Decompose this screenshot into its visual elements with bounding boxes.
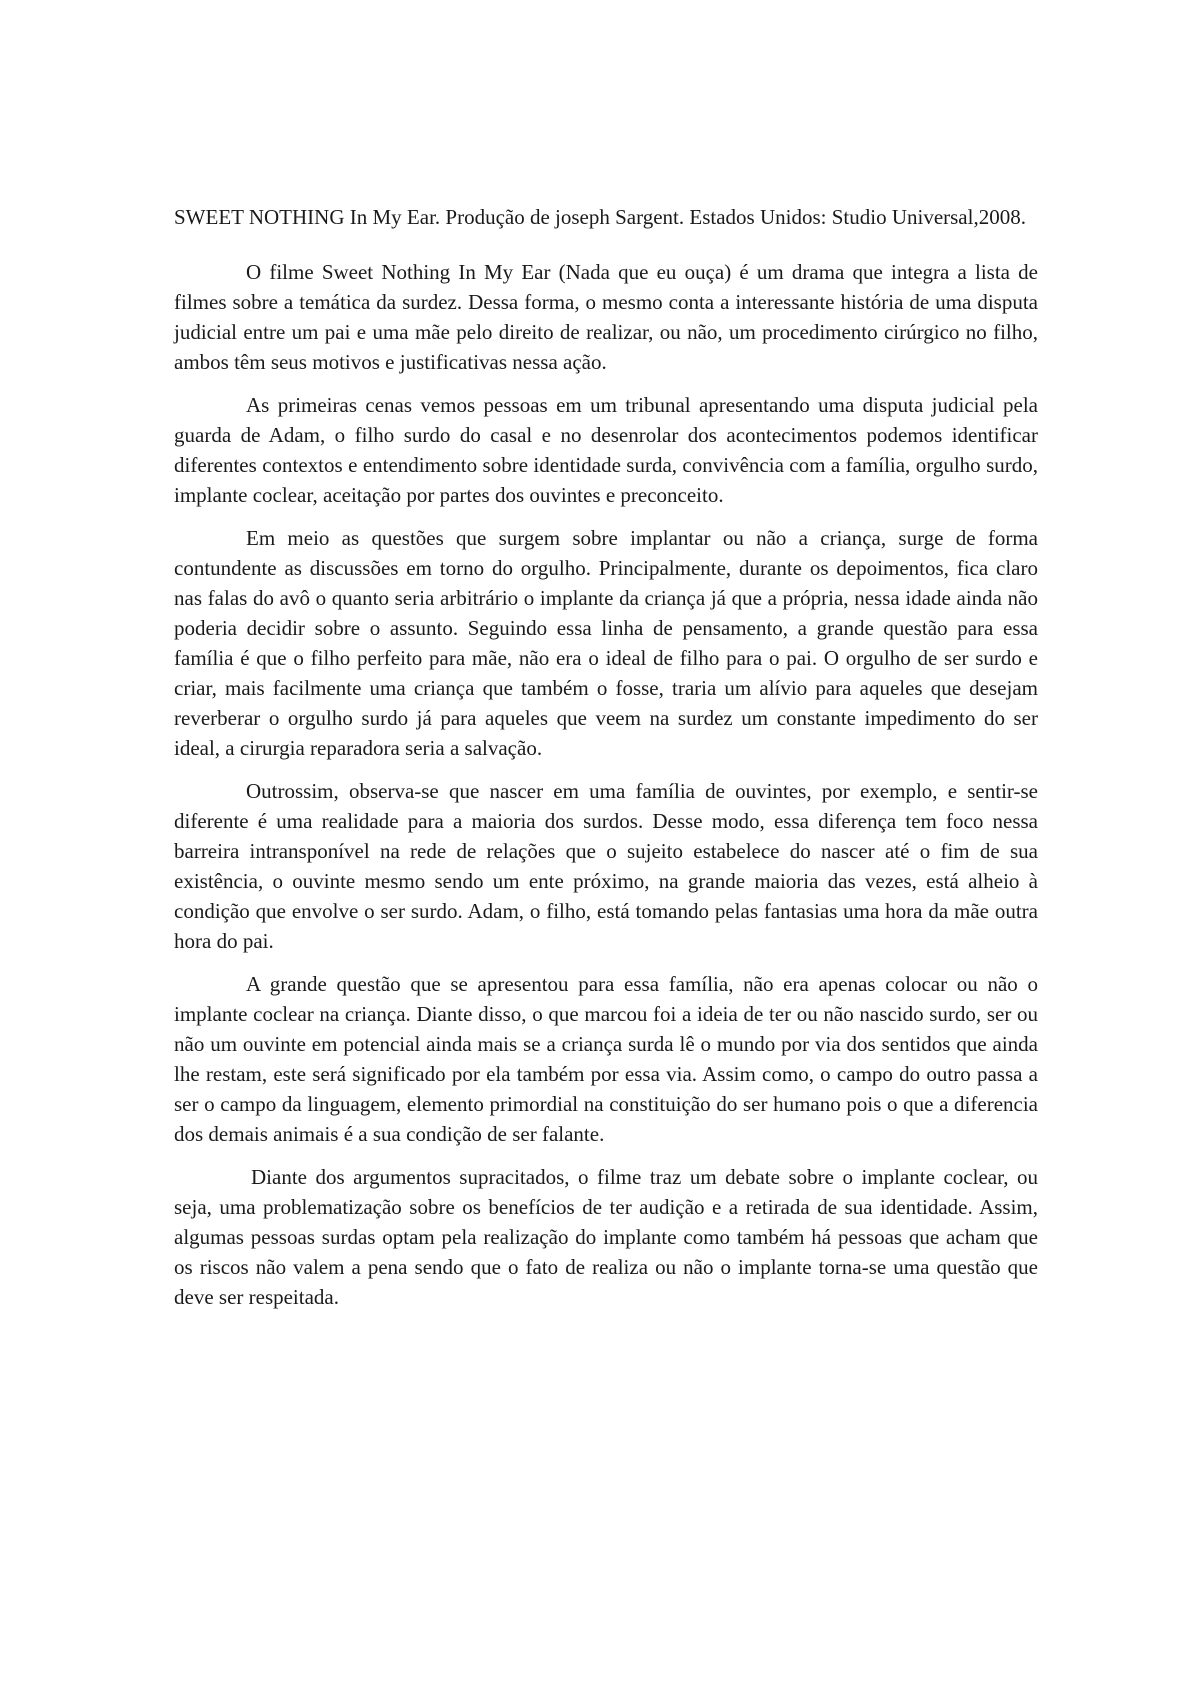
- paragraph-2: As primeiras cenas vemos pessoas em um tribunal apresentando uma disputa judicial pela guarda de Adam, o filho surdo do casal e no desenrolar dos acontecimentos podemos identificar diferentes contextos e entendimento sobre identidade surda, convivência com a família, orgulho surdo, implante coclear, aceitação por partes dos ouvintes e preconceito.: [174, 393, 1038, 507]
- paragraph-6: Diante dos argumentos supracitados, o filme traz um debate sobre o implante coclear, ou seja, uma problematização sobre os benefícios de ter audição e a retirada de sua identidade. Assim, algumas pessoas surdas optam pela realização do implante como também há pessoas que acham que os riscos não valem a pena sendo que o fato de realiza ou não o implante torna-se uma questão que deve ser respeitada.: [174, 1165, 1038, 1309]
- paragraph-5: A grande questão que se apresentou para essa família, não era apenas colocar ou não o implante coclear na criança. Diante disso, o que marcou foi a ideia de ter ou não nascido surdo, ser ou não um ouvinte em potencial ainda mais se a criança surda lê o mundo por via dos sentidos que ainda lhe restam, este será significado por ela também por essa via. Assim como, o campo do outro passa a ser o campo da linguagem, elemento primordial na constituição do ser humano pois o que a diferencia dos demais animais é a sua condição de ser falante.: [174, 972, 1038, 1146]
- document-body: [174, 196, 1038, 1325]
- paragraph-1: O filme Sweet Nothing In My Ear (Nada que eu ouça) é um drama que integra a lista de filmes sobre a temática da surdez. Dessa forma, o mesmo conta a interessante história de uma disputa judicial entre um pai e uma mãe pelo direito de realizar, ou não, um procedimento cirúrgico no filho, ambos têm seus motivos e justificativas nessa ação.: [174, 260, 1038, 374]
- paragraph-3: Em meio as questões que surgem sobre implantar ou não a criança, surge de forma contundente as discussões em torno do orgulho. Principalmente, durante os depoimentos, fica claro nas falas do avô o quanto seria arbitrário o implante da criança já que a própria, nessa idade ainda não poderia decidir sobre o assunto. Seguindo essa linha de pensamento, a grande questão para essa família é que o filho perfeito para mãe, não era o ideal de filho para o pai. O orgulho de ser surdo e criar, mais facilmente uma criança que também o fosse, traria um alívio para aqueles que desejam reverberar o orgulho surdo já para aqueles que veem na surdez um constante impedimento do ser ideal, a cirurgia reparadora seria a salvação.: [174, 526, 1038, 760]
- film-reference: SWEET NOTHING In My Ear. Produção de joseph Sargent. Estados Unidos: Studio Universal,2008.: [174, 205, 1026, 229]
- paragraph-4: Outrossim, observa-se que nascer em uma família de ouvintes, por exemplo, e sentir-se diferente é uma realidade para a maioria dos surdos. Desse modo, essa diferença tem foco nessa barreira intransponível na rede de relações que o sujeito estabelece do nascer até o fim de sua existência, o ouvinte mesmo sendo um ente próximo, na grande maioria das vezes, está alheio à condição que envolve o ser surdo. Adam, o filho, está tomando pelas fantasias uma hora da mãe outra hora do pai.: [174, 779, 1038, 953]
